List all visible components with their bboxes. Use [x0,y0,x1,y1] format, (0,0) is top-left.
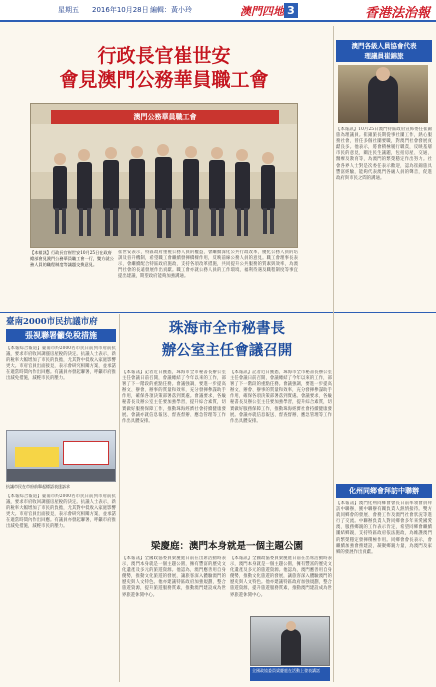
lead-body: 崔世安表示，特區政府重視公務人員的權益，會繼續深化公共行政改革，優化公務人員的培訓及晉升機制，希望職工會繼續發揮橋樑作用，反映前線公務人員的意見。職工會理事長表示，會繼續配合特區政府施政，支持各項改革措施，共同提升公共服務的質素與效率，為澳門社會的長遠發展作出貢獻。職工會亦就公務人員的工作環境、福利待遇及職程制度等事宜提出建議，期望政府能夠加強溝通。 [118,250,298,280]
editor-credit: 編輯：黃小玲 [150,6,192,14]
center-headline-line-2: 辦公室主任會議召開 [161,342,293,359]
right-top-title-line-2: 理議員崔錦旅 [364,52,404,60]
mid-left-body-continued [6,494,116,682]
protest-sign [15,447,59,467]
group-figures [31,104,298,248]
issue-date: 2016年10月28日 [92,6,149,14]
portrait-head [376,67,390,81]
lead-headline-line-1: 行政長官崔世安 [97,45,231,67]
page-number: 3 [284,3,298,18]
column-rule-right [333,26,334,682]
bottom-body-col-2 [230,556,332,614]
mid-left-body-repeat: 【本報綜合報道】臺南市約2000名市民日前到市府前抗議，要求市府收回調漲房屋稅的決定。抗議人士表示，新的稅率大幅增加了市民的負擔，尤其對中低收入家庭影響更大。市府官員出面接見，表示會研究相關方案，並承諾在適當時間內作出回應。有議員亦發起聯署，呼籲市府推出減免措施，減輕市民的壓力。 [6,494,116,530]
lead-caption: 【本報訊】行政長官崔世安10月25日在政府總部會見澳門公務華員職工會一行，雙方就公務人員的職程制度等議題交換意見。 [30,250,114,267]
crowd [7,469,116,482]
right-bottom-body: 【本報訊】澳門化州同鄉會會長日前率領會員拜訪中聯辦，獲中聯辦有關負責人熱情接待。雙方就同鄉會的發展、會務工作及澳門社會狀況等進行了交流。中聯辦負責人對同鄉會多年來愛國愛澳、服務鄉親的工作表示肯定，希望同鄉會繼續團結鄉親，支持特區政府依法施政，為維護澳門的繁榮穩定發揮積極作用。同鄉會會長表示，會繼續加強會務建設，凝聚鄉親力量，為澳門及家鄉的發展作出貢獻。 [336,501,432,555]
page-header [0,0,436,22]
masthead-logo: 香港法治報 [364,6,430,21]
mid-left-photo [6,430,116,482]
lead-headline [30,44,298,100]
center-body-col-2 [230,370,332,530]
speaker-figure [281,629,301,666]
bottom-photo [250,616,330,666]
right-top-photo [338,65,428,123]
right-top-title [336,40,432,62]
bottom-body-col-1: 【本報訊】全國政協委員梁慶庭日前在出席活動時表示，澳門本身就是一個主題公園，擁有豐富的歷史文化遺產及多元的旅遊資源。他認為，澳門應善用自身優勢，推動文化旅遊的發展，讓旅客深入體驗澳門的歷史與人文特色。他亦建議特區政府加強規劃，整合旅遊資源，提升旅遊服務質素，推動澳門建設成為世界旅遊休閒中心。 [122,556,226,598]
protest-banner [63,441,109,465]
mid-left-photo-caption: 抗議市民在市府前舉起標語表達訴求 [6,484,70,489]
weekday: 星期五 [58,6,79,14]
lead-photo-banner: 澳門公務華員職工會 [51,110,279,124]
mid-left-subtitle: 張視聯署籲免稅措施 [6,329,116,342]
column-rule-left [119,314,120,682]
right-top-body: 【本報訊】10月25日澳門特區政府宣佈委任崔錦旅為理議員。崔錦旅長期從事社團工作，熱心服務社會，曾任多個社團要職，對澳門社會發展貢獻良多。他表示，將會積極履行職責，反映基層市民的意見，關注民生議題，包括房屋、交通、醫療及教育等，為澳門的繁榮穩定作出努力。社會各界人士對是次委任表示歡迎，認為崔錦旅具豐富經驗，能夠代表澳門各級人員的聲音，促進政府與市民之間的溝通。 [336,127,432,181]
portrait-figure [368,75,398,123]
center-headline [122,318,332,366]
section-title: 澳門四地 [240,5,284,18]
center-headline-line-1: 珠海市全市秘書長 [169,320,285,337]
section-divider [0,312,436,313]
speaker-head [286,621,296,631]
center-body-col-1: 【本報訊】記者近日獲悉，珠海市全市秘書長辦公室主任會議日前召開，會議總結了今年以來的工作，部署了下一階段的重點任務。會議強調，要進一步提高辦文、辦會、辦事的質量和效率，充分發揮參謀助手作用，確保各項決策部署落到實處。會議要求，各級秘書長及辦公室主任要加強學習，提升綜合素質，切實做好服務保障工作，推動珠海經濟社會持續健康發展。會議亦就信息報送、督查督辦、應急管理等工作作出具體安排。 [122,370,226,424]
mid-left-title: 臺南2000市民抗議市府 [6,317,98,327]
right-bottom-title: 化州同鄉會拜訪中聯辦 [336,484,432,498]
lead-headline-line-2: 會見澳門公務華員職工會 [59,69,269,91]
mid-left-body: 【本報綜合報道】臺南市約2000名市民日前到市府前抗議，要求市府收回調漲房屋稅的決定。抗議人士表示，新的稅率大幅增加了市民的負擔，尤其對中低收入家庭影響更大。市府官員出面接見，表示會研究相關方案，並承諾在適當時間內作出回應。有議員亦發起聯署，呼籲市府推出減免措施，減輕市民的壓力。 [6,346,116,382]
bottom-body-col-2-text: 【本報訊】全國政協委員梁慶庭日前在出席活動時表示，澳門本身就是一個主題公園，擁有豐富的歷史文化遺產及多元的旅遊資源。他認為，澳門應善用自身優勢，推動文化旅遊的發展，讓旅客深入體驗澳門的歷史與人文特色。他亦建議特區政府加強規劃，整合旅遊資源，提升旅遊服務質素，推動澳門建設成為世界旅遊休閒中心。 [230,556,332,598]
lead-photo [30,103,298,248]
right-top-title-line-1: 澳門各級人員協會代表 [351,42,417,50]
bottom-photo-caption: 全國政協委員梁慶庭在活動上發表講話 [250,667,330,681]
bottom-headline: 梁慶庭：澳門本身就是一個主題公園 [150,541,303,552]
center-body-col-2-text: 【本報訊】記者近日獲悉，珠海市全市秘書長辦公室主任會議日前召開，會議總結了今年以來的工作，部署了下一階段的重點任務。會議強調，要進一步提高辦文、辦會、辦事的質量和效率，充分發揮參謀助手作用，確保各項決策部署落到實處。會議要求，各級秘書長及辦公室主任要加強學習，提升綜合素質，切實做好服務保障工作，推動珠海經濟社會持續健康發展。會議亦就信息報送、督查督辦、應急管理等工作作出具體安排。 [230,370,332,424]
